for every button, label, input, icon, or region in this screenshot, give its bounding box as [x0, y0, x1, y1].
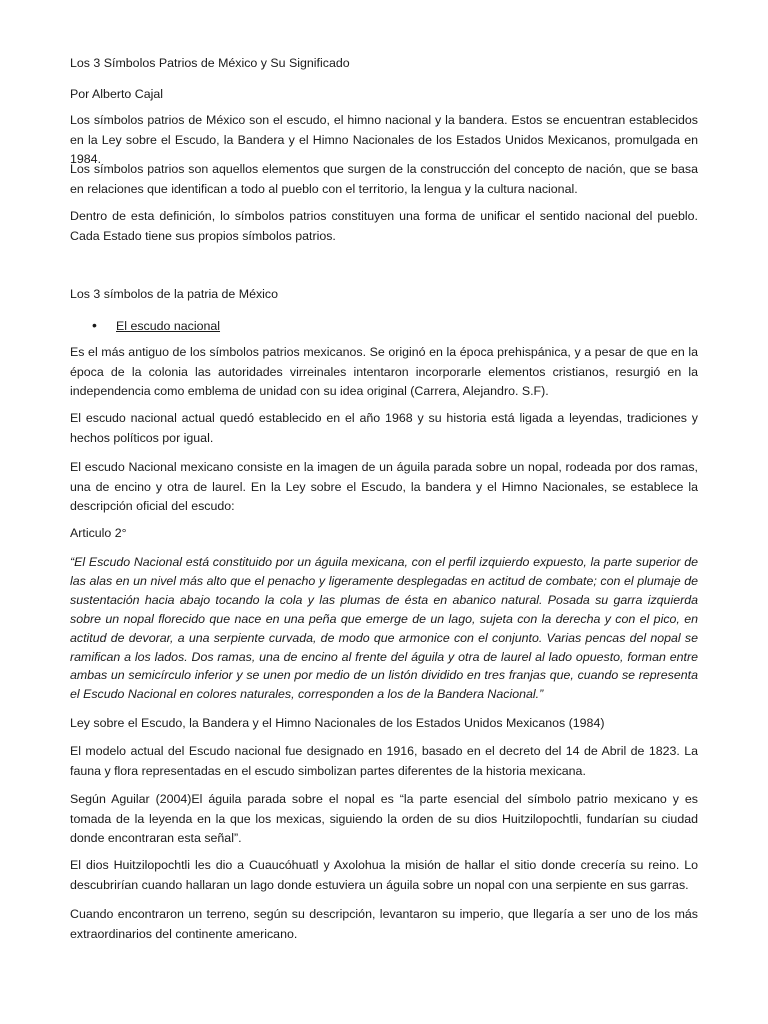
intro-paragraph-3: Dentro de esta definición, lo símbolos patrios constituyen una forma de unificar el sentido nacional del pueblo. Cada Estado tiene sus propios símbolos patrios.: [70, 209, 698, 243]
articulo-quote: “El Escudo Nacional está constituido por un águila mexicana, con el perfil izquierdo expuesto, la parte superior de las alas en un nivel más alto que el penacho y ligeramente desplegadas en actitud de combate; con el plumaje de sustentación hacia abajo tocando la cola y las plumas de ésta en abanico natural. Posada su garra izquierda sobre un nopal florecido que nace en una peña que emerge de un lago, sujeta con la derecha y con el pico, en actitud de devorar, a una serpiente curvada, de modo que armonice con el conjunto. Varias pencas del nopal se ramifican a los lados. Dos ramas, una de encino al frente del águila y otra de laurel al lado opuesto, forman entre ambas un semicírculo inferior y se unen por medio de un listón dividido en tres franjas que, cuando se representa el Escudo Nacional en colores naturales, corresponden a los de la Bandera Nacional.”: [70, 555, 698, 702]
bullet-item-escudo: [92, 316, 692, 337]
escudo-paragraph-2: El escudo nacional actual quedó establecido en el año 1968 y su historia está ligada a leyendas, tradiciones y hechos políticos por igual.: [70, 411, 698, 445]
intro-paragraph-1: Los símbolos patrios de México son el escudo, el himno nacional y la bandera. Estos se encuentran establecidos en la Ley sobre el Escudo, la Bandera y el Himno Nacionales de los Estados Unidos Mexicanos, promulgada en 1984.: [70, 113, 698, 166]
escudo-paragraph-3: El escudo Nacional mexicano consiste en la imagen de un águila parada sobre un nopal, rodeada por dos ramas, una de encino y otra de laurel. En la Ley sobre el Escudo, la bandera y el Himno Nacionales, se establece la descripción oficial del escudo:: [70, 460, 698, 513]
escudo-paragraph-5: Según Aguilar (2004)El águila parada sobre el nopal es “la parte esencial del símbolo patrio mexicano y es tomada de la leyenda en la que los mexicas, siguiendo la orden de su dios Huitzilopochtli, fundarían su ciudad donde encontraran esta señal”.: [70, 792, 698, 845]
intro-paragraph-2: Los símbolos patrios son aquellos elementos que surgen de la construcción del concepto de nación, que se basa en relaciones que identifican a todo al pueblo con el territorio, la lengua y la cultura nacional.: [70, 162, 698, 196]
section-heading: Los 3 símbolos de la patria de México: [70, 287, 278, 301]
document-title: Los 3 Símbolos Patrios de México y Su Significado: [70, 56, 350, 70]
escudo-paragraph-7: Cuando encontraron un terreno, según su descripción, levantaron su imperio, que llegaría a ser uno de los más extraordinarios del continente americano.: [70, 907, 698, 941]
ley-citation: Ley sobre el Escudo, la Bandera y el Himno Nacionales de los Estados Unidos Mexicanos (1984): [70, 716, 605, 730]
bullet-label: El escudo nacional: [116, 319, 221, 333]
author-line: Por Alberto Cajal: [70, 87, 163, 101]
escudo-paragraph-1: Es el más antiguo de los símbolos patrios mexicanos. Se originó en la época prehispánica, y a pesar de que en la época de la colonia las autoridades virreinales intentaron incorporarle elementos cristianos, resurgió en la independencia como emblema de unidad con su idea original (Carrera, Alejandro. S.F).: [70, 345, 698, 398]
escudo-paragraph-4: El modelo actual del Escudo nacional fue designado en 1916, basado en el decreto del 14 de Abril de 1823. La fauna y flora representadas en el escudo simbolizan partes diferentes de la historia mexicana.: [70, 744, 698, 778]
articulo-heading: Articulo 2°: [70, 526, 127, 540]
bullet-icon: •: [92, 317, 97, 333]
escudo-paragraph-6: El dios Huitzilopochtli les dio a Cuaucóhuatl y Axolohua la misión de hallar el sitio donde crecería su reino. Lo descubrirían cuando hallaran un lago donde estuviera un águila sobre un nopal con una serpiente en sus garras.: [70, 858, 698, 892]
